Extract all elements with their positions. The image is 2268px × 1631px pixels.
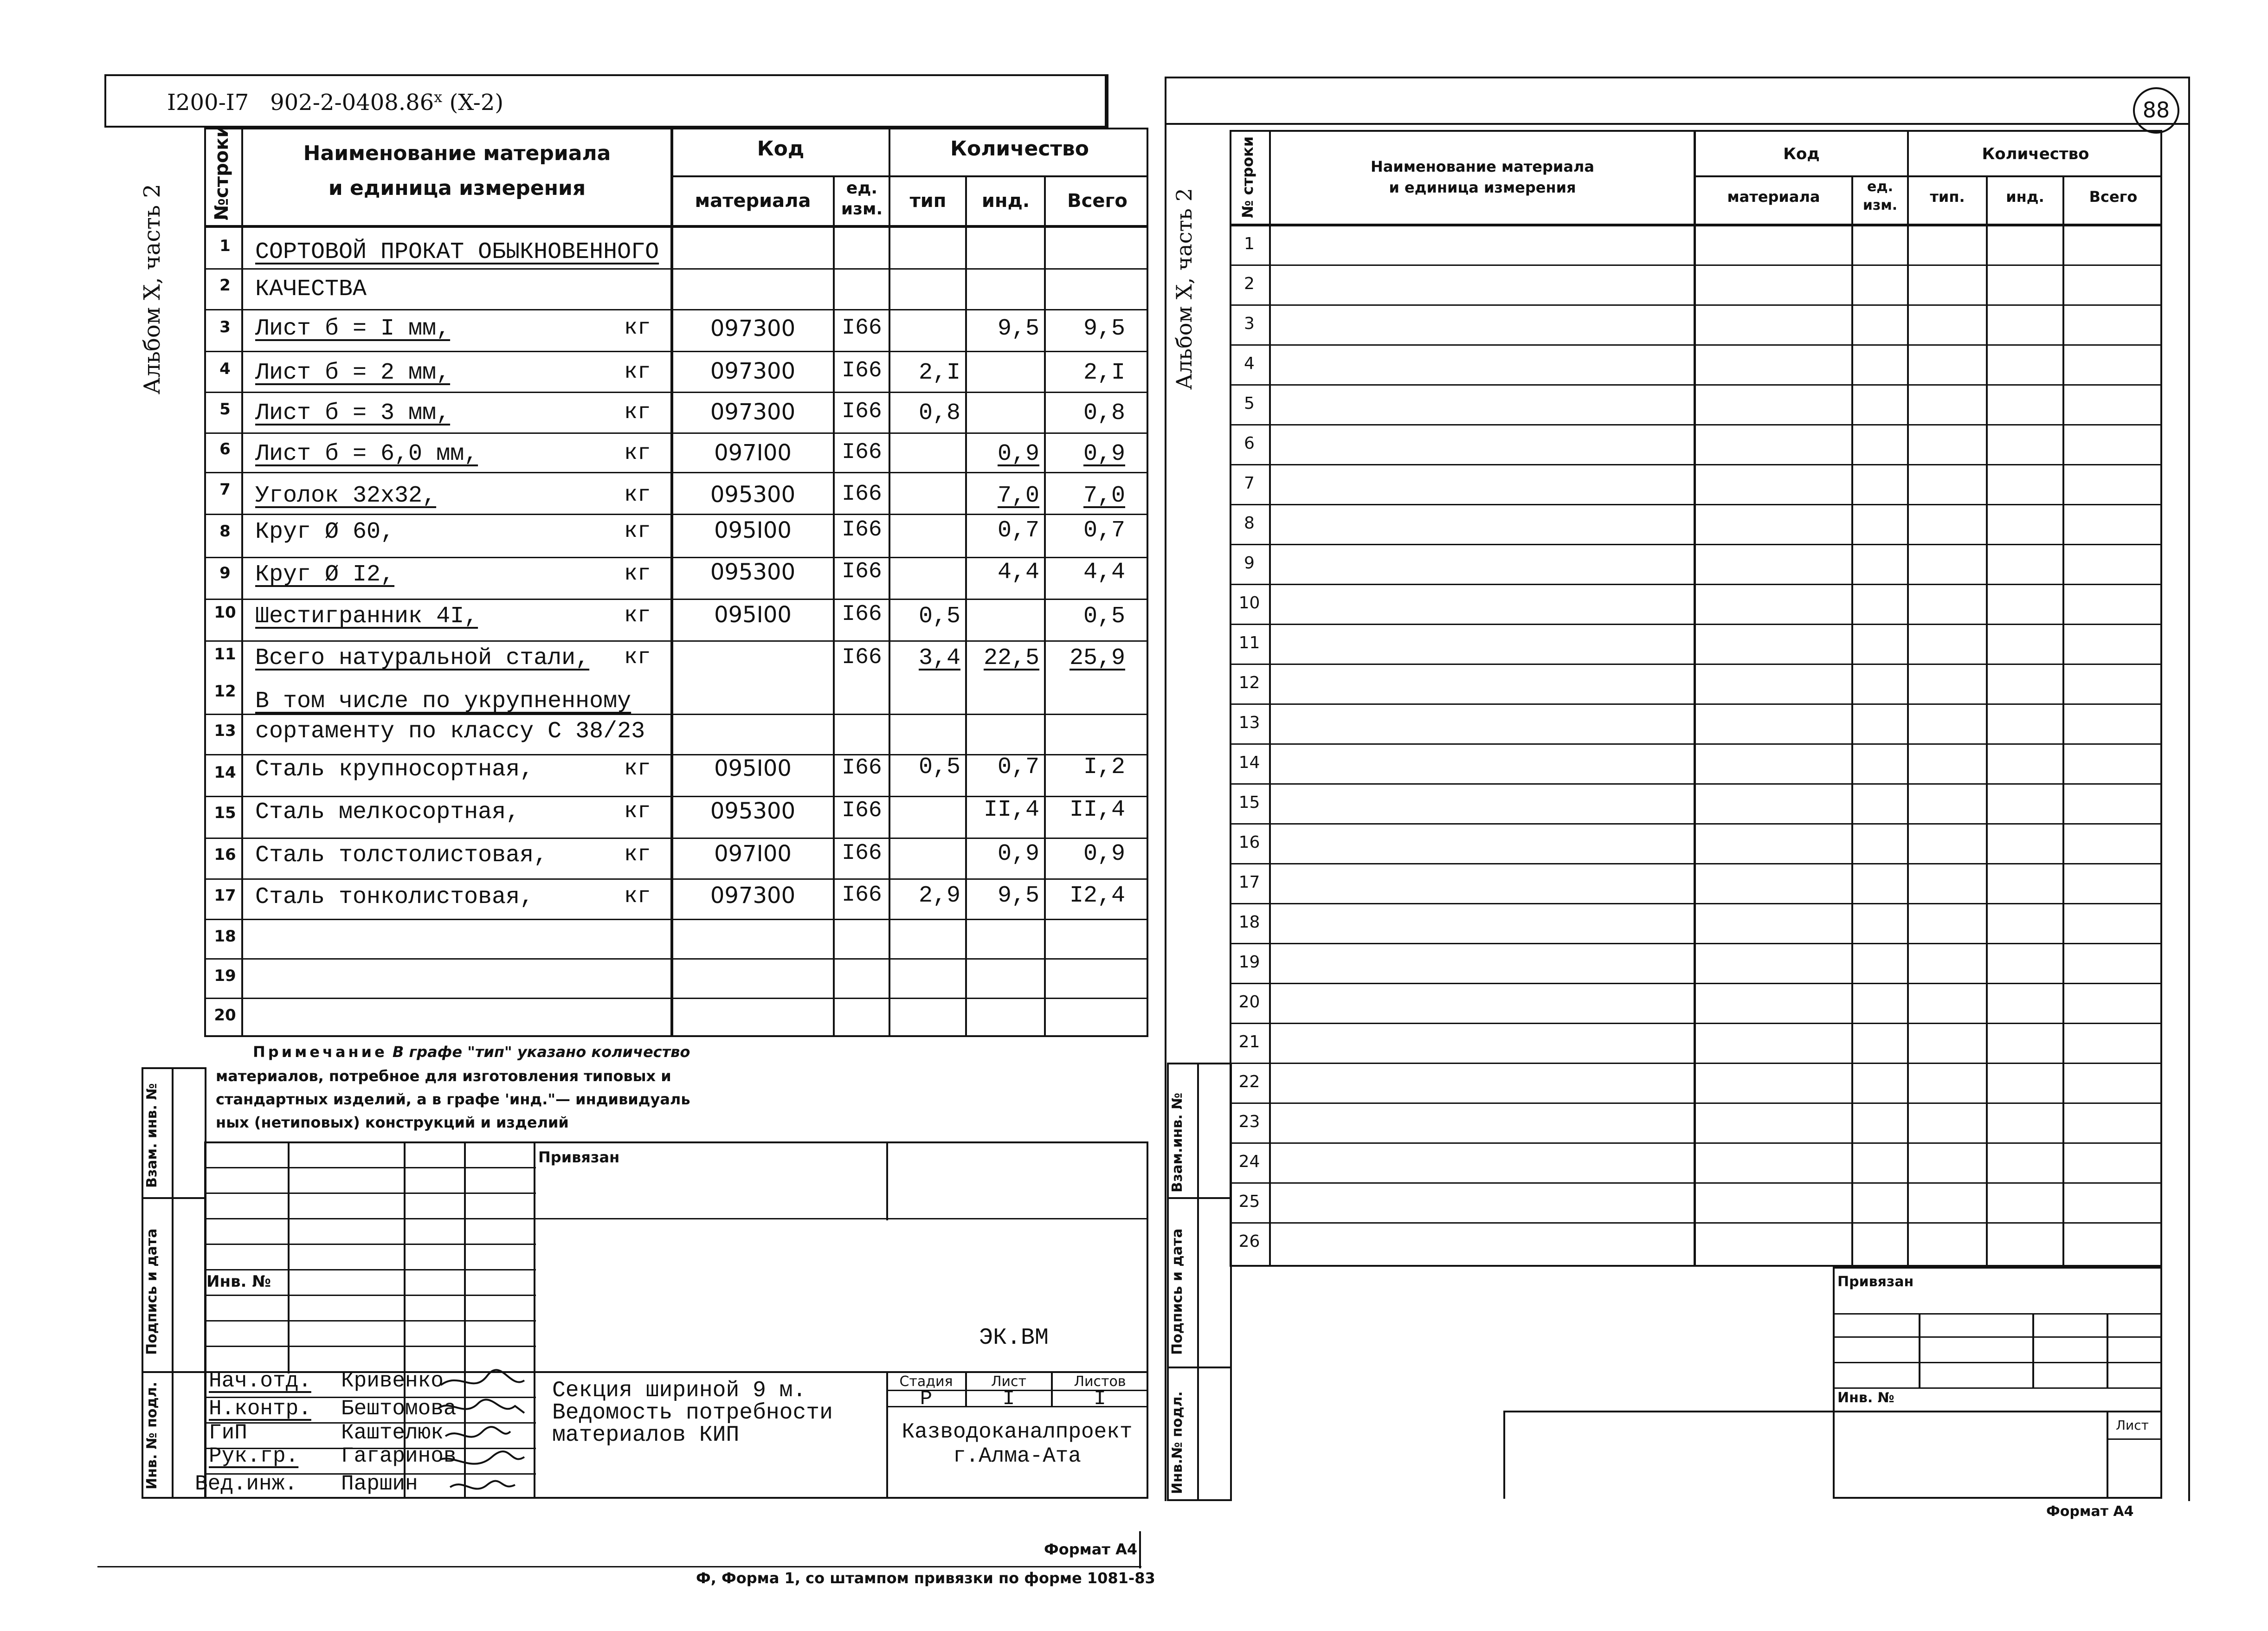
rb-h3 <box>1833 1362 2162 1363</box>
left-row-line <box>204 640 1148 642</box>
right-album-label: Альбом X, часть 2 <box>1172 188 1197 390</box>
left-hdr-unit1: ед. <box>846 179 878 198</box>
row-meas: I66 <box>842 399 882 424</box>
title-line-1: Секция шириной 9 м. <box>552 1378 806 1403</box>
right-row-line <box>1230 863 2162 864</box>
left-side-podpis: Подпись и дата <box>144 1228 160 1355</box>
signer-name: Каштелюк <box>341 1421 444 1445</box>
right-row-line <box>1230 903 2162 904</box>
row-total: 0,8 <box>1083 400 1125 426</box>
right-row-line <box>1230 983 2162 984</box>
right-side-podpis: Подпись и дата <box>1169 1228 1186 1355</box>
right-hdr-sub <box>1694 175 2162 177</box>
left-row-line <box>204 268 1148 270</box>
row-type: 2,9 <box>918 883 960 909</box>
right-row-line <box>1230 504 2162 505</box>
signer-role: Нач.отд. <box>209 1369 311 1393</box>
row-name: сортаменту по классу С 38/23 <box>255 718 645 745</box>
right-binding-stamp <box>1833 1267 2162 1499</box>
row-name: Сталь толстолистовая, <box>255 842 548 869</box>
right-hdr-total: Всего <box>2089 188 2138 206</box>
row-type: 0,5 <box>918 754 960 780</box>
right-row-number: 21 <box>1238 1032 1260 1051</box>
right-row-number: 24 <box>1238 1152 1260 1171</box>
right-col-1 <box>1269 130 1271 1267</box>
row-total: 0,5 <box>1083 603 1125 630</box>
right-row-number: 7 <box>1244 474 1255 493</box>
row-unit: кг <box>624 842 651 867</box>
row-number: 9 <box>219 564 231 582</box>
row-number: 13 <box>214 722 236 740</box>
right-row-line <box>1230 424 2162 425</box>
row-meas: I66 <box>842 645 882 670</box>
left-header-divider <box>1107 74 1108 128</box>
right-row-number: 8 <box>1244 514 1255 533</box>
row-meas: I66 <box>842 440 882 465</box>
lb-v1 <box>288 1141 290 1373</box>
left-row-line <box>204 919 1148 920</box>
right-hdr-unit1: ед. <box>1867 179 1893 195</box>
left-row-line <box>204 309 1148 310</box>
row-name: Лист б = 6,0 мм, <box>255 441 478 467</box>
left-hdr-rowno: №строки <box>211 124 232 220</box>
left-side-h2 <box>142 1371 206 1373</box>
right-row-number: 9 <box>1244 554 1255 573</box>
row-number: 20 <box>214 1006 236 1025</box>
row-name: Сталь мелкосортная, <box>255 799 520 825</box>
sheet-label: Лист <box>991 1373 1027 1390</box>
row-name: Сталь тонколистовая, <box>255 884 534 910</box>
row-ind: 22,5 <box>983 645 1039 671</box>
row-meas: I66 <box>842 841 882 866</box>
left-hdr-type: тип <box>909 190 947 212</box>
row-code: 097300 <box>710 399 796 425</box>
rb-v5 <box>2107 1411 2108 1499</box>
left-hdr-total: Всего <box>1067 190 1128 212</box>
row-code: 095300 <box>710 482 796 508</box>
right-row-number: 1 <box>1244 234 1255 253</box>
right-hdr-ind: инд. <box>2006 188 2044 206</box>
left-row-line <box>204 599 1148 600</box>
header-project-suffix: (X-2) <box>449 90 504 116</box>
right-row-line <box>1230 1102 2162 1104</box>
right-format: Формат А4 <box>2046 1503 2134 1520</box>
right-hdr-unit2: изм. <box>1862 197 1898 213</box>
right-side-inv: Инв.№ подл. <box>1169 1391 1186 1494</box>
row-total: 7,0 <box>1083 483 1125 509</box>
rb-h1 <box>1833 1313 2162 1315</box>
left-hdr-name2: и единица измерения <box>328 176 586 200</box>
left-header-text <box>167 88 503 116</box>
title-line-2: Ведомость потребности <box>552 1400 833 1425</box>
right-row-number: 10 <box>1238 593 1260 612</box>
right-row-number: 23 <box>1238 1112 1260 1131</box>
row-name: Лист б = 3 мм, <box>255 400 451 426</box>
row-name: Лист б = 2 мм, <box>255 360 451 386</box>
left-row-line <box>204 351 1148 352</box>
row-total: I2,4 <box>1069 883 1125 909</box>
row-number: 3 <box>219 318 231 336</box>
rb-v4 <box>1503 1411 1505 1499</box>
row-code: 097300 <box>710 883 796 909</box>
right-row-line <box>1230 344 2162 346</box>
right-row-line <box>1230 384 2162 386</box>
right-row-line <box>1230 783 2162 785</box>
left-hdr-unit2: изм. <box>841 200 883 219</box>
row-code: 097300 <box>710 358 796 384</box>
left-privyazan: Привязан <box>538 1148 620 1166</box>
right-col-2 <box>1694 130 1696 1267</box>
row-ind: 0,7 <box>997 754 1039 780</box>
right-privyazan: Привязан <box>1837 1274 1914 1290</box>
row-meas: I66 <box>842 559 882 584</box>
right-row-number: 16 <box>1238 833 1260 852</box>
row-ind: 9,5 <box>997 316 1039 342</box>
left-row-line <box>204 838 1148 839</box>
note-line-1 <box>253 1043 690 1061</box>
right-row-line <box>1230 624 2162 625</box>
note-text-1: В графе "тип" указано количество <box>392 1043 690 1061</box>
row-number: 12 <box>214 682 236 701</box>
left-hdr-bottom <box>204 225 1148 228</box>
right-hdr-rowno: № строки <box>1239 136 1256 218</box>
row-number: 19 <box>214 967 236 985</box>
row-total: 25,9 <box>1069 645 1125 671</box>
sheets-value: I <box>1094 1387 1106 1411</box>
row-meas: I66 <box>842 482 882 507</box>
left-bottom-tick <box>1139 1531 1141 1568</box>
right-row-number: 11 <box>1238 633 1260 652</box>
row-number: 10 <box>214 603 236 622</box>
left-col-1 <box>241 128 243 1037</box>
right-row-number: 20 <box>1238 993 1260 1012</box>
right-row-line <box>1230 943 2162 944</box>
row-name: Круг Ø 60, <box>255 519 395 545</box>
right-row-line <box>1230 1023 2162 1024</box>
row-ind: 0,9 <box>997 841 1039 867</box>
right-row-number: 15 <box>1238 793 1260 812</box>
left-col-3 <box>833 175 835 1037</box>
row-name: Всего натуральной стали, <box>255 645 590 671</box>
left-side-h1 <box>142 1197 206 1199</box>
right-hdr-code: Код <box>1783 145 1820 163</box>
row-code: 097I00 <box>714 841 792 867</box>
right-row-line <box>1230 1142 2162 1144</box>
signer-name: Паршин <box>341 1472 418 1496</box>
row-code: 095300 <box>710 798 796 824</box>
row-name: Шестигранник 4I, <box>255 603 478 630</box>
lb-h3 <box>204 1218 1148 1219</box>
rb-h6 <box>2107 1438 2162 1440</box>
right-row-line <box>1230 304 2162 306</box>
right-top-rule <box>1165 123 2190 125</box>
right-row-line <box>1230 703 2162 705</box>
row-name: КАЧЕСТВА <box>255 276 367 303</box>
row-ind: 4,4 <box>997 559 1039 586</box>
row-name: Круг Ø I2, <box>255 561 395 588</box>
row-total: 0,9 <box>1083 441 1125 467</box>
left-row-line <box>204 998 1148 999</box>
lb-h6 <box>204 1295 536 1296</box>
left-row-line <box>204 878 1148 880</box>
right-side-h2 <box>1167 1367 1232 1368</box>
row-ind: II,4 <box>983 797 1039 823</box>
rb-v2 <box>2032 1313 2034 1387</box>
row-unit: кг <box>624 519 651 544</box>
row-type: 0,8 <box>918 400 960 426</box>
right-hdr-bottom <box>1230 224 2162 226</box>
left-col-5 <box>965 175 967 1037</box>
row-code: 095I00 <box>714 602 792 628</box>
org-line-1: Казводоканалпроект <box>902 1420 1133 1444</box>
row-unit: кг <box>624 884 651 909</box>
row-number: 11 <box>214 645 236 664</box>
note-line-4: ных (нетиповых) конструкций и изделий <box>216 1114 569 1131</box>
left-album-label: Альбом X, часть 2 <box>139 184 165 394</box>
left-col-4 <box>889 128 890 1037</box>
right-row-line <box>1230 1222 2162 1224</box>
right-row-number: 18 <box>1238 913 1260 932</box>
left-side-inv: Инв. № подл. <box>144 1381 160 1489</box>
row-unit: кг <box>624 441 651 466</box>
lb-h2 <box>204 1193 536 1194</box>
row-meas: I66 <box>842 798 882 823</box>
row-unit: кг <box>624 756 651 781</box>
row-unit: кг <box>624 360 651 385</box>
right-row-line <box>1230 664 2162 665</box>
header-project-sup: x <box>434 88 443 106</box>
right-table <box>1230 130 2162 1267</box>
row-total: 2,I <box>1083 360 1125 386</box>
lb-h5 <box>204 1269 536 1270</box>
left-hdr-quantity: Количество <box>950 137 1089 161</box>
signer-role: Вед.инж. <box>195 1472 297 1496</box>
right-row-line <box>1230 823 2162 825</box>
sheet-value: I <box>1002 1387 1015 1411</box>
right-hdr-type: тип. <box>1930 188 1965 206</box>
header-project: 902-2-0408.86 <box>270 90 434 116</box>
row-code: 097300 <box>710 316 796 342</box>
right-hdr-material: материала <box>1727 188 1820 206</box>
row-number: 4 <box>219 360 231 378</box>
row-number: 1 <box>219 237 231 255</box>
note-line-3: стандартных изделий, а в графе 'инд."— индивидуаль <box>216 1090 690 1108</box>
left-hdr-code: Код <box>757 137 805 161</box>
left-inv-no: Инв. № <box>206 1272 271 1291</box>
right-row-line <box>1230 544 2162 545</box>
right-row-number: 3 <box>1244 314 1255 333</box>
row-code: 095I00 <box>714 755 792 781</box>
row-unit: кг <box>624 799 651 824</box>
right-row-line <box>1230 743 2162 745</box>
left-footer: Ф, Форма 1, со штампом привязки по форме 1081-83 <box>696 1569 1155 1587</box>
right-row-number: 13 <box>1238 713 1260 732</box>
row-number: 18 <box>214 927 236 946</box>
page-number-text: 88 <box>2142 97 2170 122</box>
note-line-2: материалов, потребное для изготовления типовых и <box>216 1067 671 1085</box>
row-ind: 0,9 <box>997 441 1039 467</box>
right-hdr-quantity: Количество <box>1982 145 2089 163</box>
note-title: Примечание <box>253 1043 387 1061</box>
row-code: 095300 <box>710 559 796 585</box>
lb-h8 <box>204 1346 536 1347</box>
left-row-line <box>204 514 1148 515</box>
left-hdr-material: материала <box>695 190 811 212</box>
right-side-vline <box>1197 1063 1199 1501</box>
row-unit: кг <box>624 483 651 508</box>
row-total: 0,9 <box>1083 841 1125 867</box>
right-row-line <box>1230 464 2162 465</box>
org-line-2: г.Алма-Ата <box>953 1444 1082 1468</box>
right-hdr-name2: и единица измерения <box>1389 179 1576 196</box>
row-type: 3,4 <box>918 645 960 671</box>
row-ind: 7,0 <box>997 483 1039 509</box>
row-total: II,4 <box>1069 797 1125 823</box>
rb-h2 <box>1833 1336 2162 1338</box>
row-total: 4,4 <box>1083 559 1125 586</box>
rb-v3 <box>2107 1313 2108 1387</box>
row-name: Сталь крупносортная, <box>255 756 534 783</box>
left-row-line <box>204 432 1148 434</box>
title-line-3: материалов КИП <box>552 1423 740 1448</box>
left-hdr-name1: Наименование материала <box>303 142 611 165</box>
lb-h4 <box>204 1244 536 1245</box>
row-number: 5 <box>219 400 231 419</box>
row-type: 0,5 <box>918 603 960 630</box>
row-number: 8 <box>219 522 231 541</box>
left-row-line <box>204 557 1148 558</box>
doc-code: ЭК.ВМ <box>979 1325 1049 1351</box>
row-meas: I66 <box>842 358 882 383</box>
row-total: 0,7 <box>1083 517 1125 544</box>
row-code: 095I00 <box>714 517 792 543</box>
right-side-h1 <box>1167 1197 1232 1199</box>
row-number: 7 <box>219 480 231 499</box>
row-unit: кг <box>624 603 651 628</box>
right-row-number: 14 <box>1238 753 1260 772</box>
left-col-6 <box>1044 175 1046 1037</box>
row-unit: кг <box>624 316 651 341</box>
right-row-number: 26 <box>1238 1232 1260 1251</box>
right-row-number: 12 <box>1238 673 1260 692</box>
left-side-vzam: Взам. инв. № <box>144 1083 160 1188</box>
right-row-number: 2 <box>1244 274 1255 293</box>
signer-role: ГиП <box>209 1421 247 1445</box>
left-row-line <box>204 392 1148 393</box>
row-type: 2,I <box>918 360 960 386</box>
signer-name: Гагаринов <box>341 1444 457 1468</box>
row-unit: кг <box>624 561 651 587</box>
right-inv-no: Инв. № <box>1837 1390 1894 1406</box>
signer-role: Рук.гр. <box>209 1444 299 1468</box>
row-name: Уголок 32x32, <box>255 483 437 509</box>
lb-h7 <box>204 1320 536 1322</box>
right-side-vzam: Взам.инв. № <box>1169 1092 1186 1193</box>
row-unit: кг <box>624 400 651 425</box>
row-meas: I66 <box>842 316 882 341</box>
row-total: 9,5 <box>1083 316 1125 342</box>
row-number: 16 <box>214 845 236 864</box>
header-code: I200-I7 <box>167 90 249 116</box>
right-row-line <box>1230 1063 2162 1064</box>
row-name: СОРТОВОЙ ПРОКАТ ОБЫКНОВЕННОГО <box>255 239 659 265</box>
signer-role: Н.контр. <box>209 1397 311 1421</box>
rb-h4 <box>1833 1387 2162 1389</box>
row-number: 14 <box>214 763 236 782</box>
row-meas: I66 <box>842 517 882 542</box>
lb-v5 <box>886 1141 888 1220</box>
signer-name: Бештомова <box>341 1397 457 1421</box>
right-row-number: 4 <box>1244 354 1255 373</box>
row-meas: I66 <box>842 602 882 627</box>
right-row-number: 6 <box>1244 434 1255 453</box>
right-list: Лист <box>2116 1418 2149 1433</box>
stage-value: Р <box>920 1387 933 1411</box>
rb-v1 <box>1919 1313 1920 1387</box>
row-meas: I66 <box>842 883 882 908</box>
row-unit: кг <box>624 645 651 670</box>
row-ind: 9,5 <box>997 883 1039 909</box>
lb-h1 <box>204 1167 536 1168</box>
page-number <box>2133 87 2179 134</box>
right-row-number: 19 <box>1238 953 1260 972</box>
row-number: 15 <box>214 804 236 822</box>
right-hdr-name1: Наименование материала <box>1371 158 1594 175</box>
left-row-line <box>204 472 1148 473</box>
left-hdr-sub <box>673 175 1148 177</box>
right-row-number: 5 <box>1244 394 1255 413</box>
row-name: В том числе по укрупненному <box>255 688 631 715</box>
left-row-line <box>204 958 1148 960</box>
right-col-4 <box>1907 130 1909 1267</box>
row-number: 6 <box>219 440 231 458</box>
row-number: 2 <box>219 276 231 295</box>
sheets-label: Листов <box>1074 1373 1126 1390</box>
right-row-line <box>1230 1182 2162 1184</box>
signatures-icon <box>432 1367 534 1501</box>
row-meas: I66 <box>842 755 882 780</box>
right-row-line <box>1230 264 2162 266</box>
right-row-number: 25 <box>1238 1192 1260 1211</box>
row-name: Лист б = I мм, <box>255 316 451 342</box>
row-number: 17 <box>214 886 236 905</box>
stage-label: Стадия <box>899 1373 953 1390</box>
right-row-line <box>1230 584 2162 585</box>
left-hdr-ind: инд. <box>981 190 1030 212</box>
left-side-vline <box>172 1067 174 1499</box>
row-code: 097I00 <box>714 440 792 466</box>
left-format: Формат А4 <box>1044 1541 1138 1558</box>
row-total: I,2 <box>1083 754 1125 780</box>
right-row-number: 22 <box>1238 1072 1260 1091</box>
right-row-number: 17 <box>1238 873 1260 892</box>
rb-h5 <box>1503 1411 2162 1412</box>
row-ind: 0,7 <box>997 517 1039 544</box>
left-bottom-rule <box>97 1566 1141 1567</box>
signer-name: Кривенко <box>341 1369 444 1393</box>
